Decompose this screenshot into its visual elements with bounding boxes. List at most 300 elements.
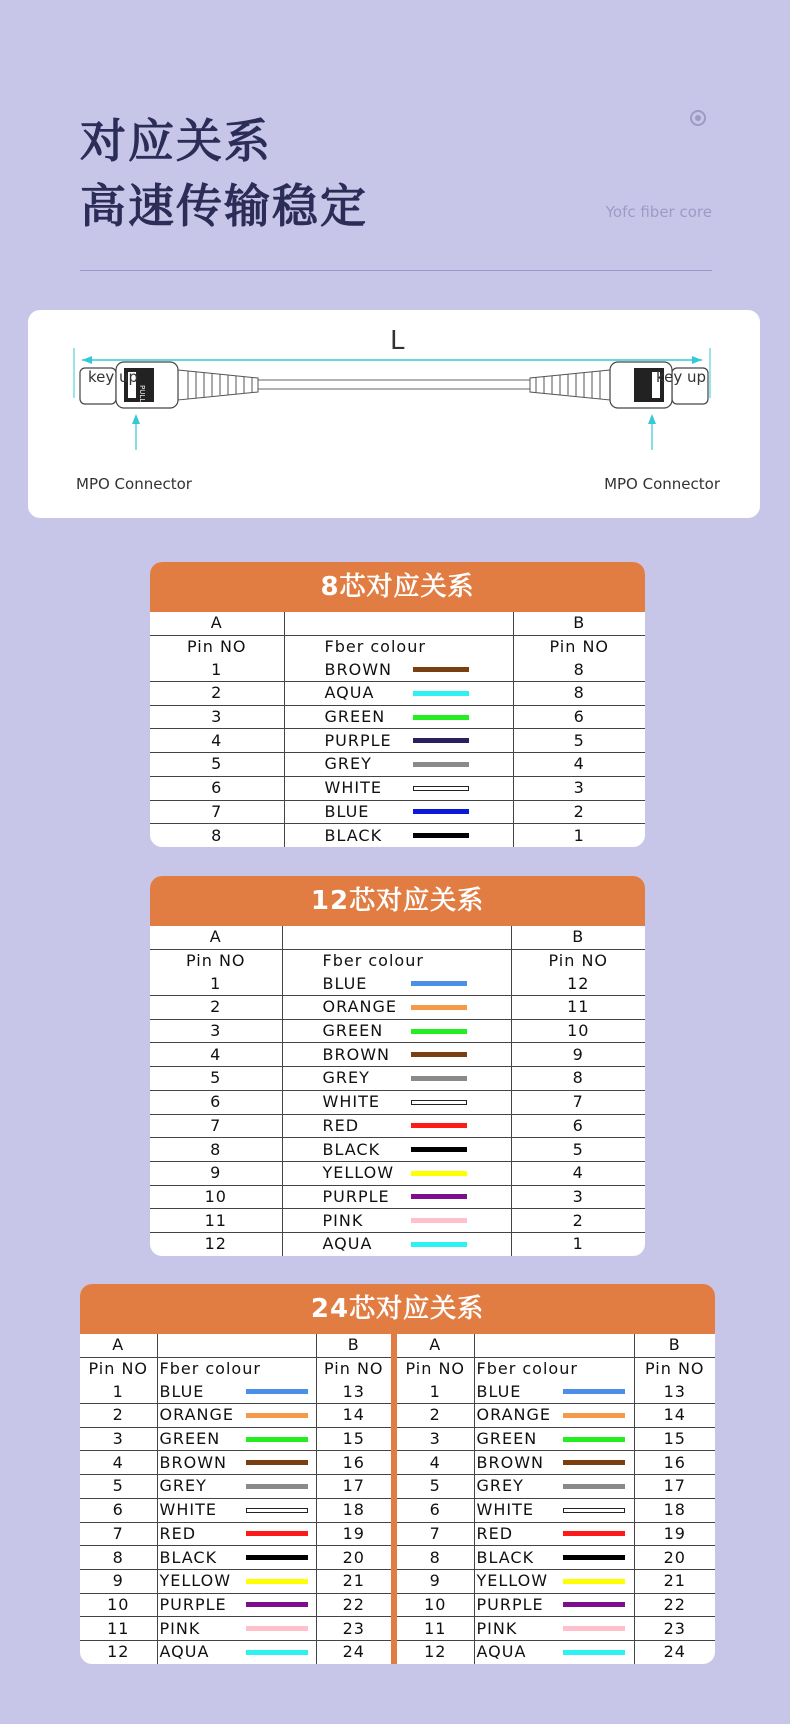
right-pin-b-cell: 14 bbox=[634, 1404, 715, 1428]
colour-swatch-icon bbox=[563, 1389, 625, 1394]
pin-b-cell: 2 bbox=[513, 800, 645, 824]
colour-swatch-icon bbox=[413, 786, 469, 791]
table-24-title: 24芯对应关系 bbox=[80, 1284, 715, 1334]
colour-swatch-icon bbox=[563, 1555, 625, 1560]
right-pin-b-cell: 16 bbox=[634, 1451, 715, 1475]
pin-a-cell: 2 bbox=[150, 682, 284, 706]
right-pin-a-cell: 12 bbox=[394, 1640, 474, 1663]
table-row bbox=[150, 1067, 645, 1091]
pin-no-header: Pin NO bbox=[511, 949, 645, 972]
table-row bbox=[80, 1427, 715, 1451]
pin-a-cell: 7 bbox=[150, 1114, 282, 1138]
left-pin-a-cell: 5 bbox=[80, 1475, 157, 1499]
colour-swatch-icon bbox=[563, 1437, 625, 1442]
right-connector-label: MPO Connector bbox=[604, 475, 720, 493]
fiber-colour-cell bbox=[474, 1451, 634, 1475]
pin-a-cell: 11 bbox=[150, 1209, 282, 1233]
fiber-colour-cell bbox=[284, 753, 513, 777]
fiber-colour-cell bbox=[282, 972, 511, 995]
table-8-core bbox=[150, 562, 645, 847]
right-pin-b-cell: 24 bbox=[634, 1640, 715, 1663]
right-pin-a-cell: 10 bbox=[394, 1593, 474, 1617]
fiber-colour-cell bbox=[282, 1161, 511, 1185]
fiber-colour-name: BLACK bbox=[324, 825, 383, 845]
left-pin-no-header: Pin NO bbox=[80, 1357, 157, 1380]
brand-label: Yofc fiber core bbox=[605, 203, 712, 221]
right-pin-b-cell: 22 bbox=[634, 1593, 715, 1617]
pin-b-cell: 2 bbox=[511, 1209, 645, 1233]
colour-swatch-icon bbox=[246, 1460, 308, 1465]
colour-swatch-icon bbox=[246, 1626, 308, 1631]
fiber-colour-cell bbox=[284, 658, 513, 681]
right-pin-a-cell: 4 bbox=[394, 1451, 474, 1475]
fiber-colour-name: ORANGE bbox=[476, 1405, 551, 1425]
colour-swatch-icon bbox=[411, 1005, 467, 1010]
left-pin-a-cell: 11 bbox=[80, 1617, 157, 1641]
left-pin-a-cell: 6 bbox=[80, 1498, 157, 1522]
fiber-colour-name: RED bbox=[476, 1523, 514, 1543]
table-row bbox=[80, 1617, 715, 1641]
pin-no-header: Pin NO bbox=[150, 949, 282, 972]
fiber-colour-cell bbox=[474, 1427, 634, 1451]
colour-swatch-icon bbox=[246, 1555, 308, 1560]
table-8-body bbox=[150, 658, 645, 847]
right-pin-a-cell: 7 bbox=[394, 1522, 474, 1546]
right-header-spacer bbox=[474, 1334, 634, 1357]
left-pin-a-cell: 4 bbox=[80, 1451, 157, 1475]
fiber-colour-name: GREY bbox=[322, 1068, 370, 1088]
colour-swatch-icon bbox=[411, 1194, 467, 1199]
pin-b-cell: 4 bbox=[511, 1161, 645, 1185]
right-pin-b-cell: 13 bbox=[634, 1380, 715, 1403]
fiber-colour-name: BLACK bbox=[476, 1547, 535, 1567]
colour-swatch-icon bbox=[246, 1413, 308, 1418]
left-key-up-label: key up bbox=[88, 368, 139, 386]
table-row bbox=[80, 1640, 715, 1663]
right-pin-b-cell: 17 bbox=[634, 1475, 715, 1499]
table-8-grid bbox=[150, 612, 645, 847]
fiber-colour-name: PINK bbox=[159, 1618, 201, 1638]
right-pin-no-header: Pin NO bbox=[634, 1357, 715, 1380]
pin-a-cell: 7 bbox=[150, 800, 284, 824]
left-pin-no-header: Pin NO bbox=[316, 1357, 394, 1380]
colour-swatch-icon bbox=[246, 1508, 308, 1513]
table-row bbox=[150, 1232, 645, 1255]
colour-swatch-icon bbox=[411, 1076, 467, 1081]
table-row bbox=[80, 1498, 715, 1522]
right-pin-a-cell: 9 bbox=[394, 1569, 474, 1593]
fiber-colour-cell bbox=[157, 1522, 316, 1546]
right-pin-b-cell: 20 bbox=[634, 1546, 715, 1570]
fiber-colour-name: PINK bbox=[322, 1210, 364, 1230]
table-24-body bbox=[80, 1380, 715, 1663]
fiber-colour-cell bbox=[282, 1209, 511, 1233]
pin-a-cell: 4 bbox=[150, 729, 284, 753]
pin-b-cell: 8 bbox=[511, 1067, 645, 1091]
colour-swatch-icon bbox=[413, 715, 469, 720]
col-a-header: A bbox=[150, 612, 284, 635]
table-row bbox=[150, 972, 645, 995]
colour-swatch-icon bbox=[563, 1602, 625, 1607]
pin-b-cell: 3 bbox=[511, 1185, 645, 1209]
fiber-colour-name: BROWN bbox=[322, 1044, 390, 1064]
pin-a-cell: 3 bbox=[150, 705, 284, 729]
left-pin-b-cell: 15 bbox=[316, 1427, 394, 1451]
pin-a-cell: 1 bbox=[150, 658, 284, 681]
table-row bbox=[150, 824, 645, 847]
fiber-colour-header: Fber colour bbox=[284, 635, 513, 658]
left-pin-b-cell: 13 bbox=[316, 1380, 394, 1403]
table-row bbox=[150, 658, 645, 681]
fiber-colour-cell bbox=[284, 705, 513, 729]
left-pin-a-cell: 3 bbox=[80, 1427, 157, 1451]
fiber-colour-name: RED bbox=[159, 1523, 197, 1543]
pin-b-cell: 11 bbox=[511, 996, 645, 1020]
fiber-colour-name: BLUE bbox=[322, 973, 368, 993]
left-header-spacer bbox=[157, 1334, 316, 1357]
fiber-colour-cell bbox=[284, 776, 513, 800]
table-row bbox=[80, 1546, 715, 1570]
fiber-colour-cell bbox=[284, 824, 513, 847]
fiber-colour-header: Fber colour bbox=[282, 949, 511, 972]
col-a-header: A bbox=[150, 926, 282, 949]
right-pin-a-cell: 8 bbox=[394, 1546, 474, 1570]
left-pin-a-cell: 9 bbox=[80, 1569, 157, 1593]
colour-swatch-icon bbox=[563, 1508, 625, 1513]
fiber-colour-cell bbox=[157, 1546, 316, 1570]
right-pin-a-cell: 11 bbox=[394, 1617, 474, 1641]
pin-b-cell: 5 bbox=[513, 729, 645, 753]
fiber-colour-cell bbox=[157, 1451, 316, 1475]
fiber-colour-cell bbox=[157, 1593, 316, 1617]
fiber-colour-cell bbox=[474, 1498, 634, 1522]
table-row bbox=[150, 682, 645, 706]
table-row bbox=[150, 800, 645, 824]
fiber-colour-cell bbox=[157, 1569, 316, 1593]
colour-swatch-icon bbox=[563, 1531, 625, 1536]
fiber-colour-name: YELLOW bbox=[476, 1571, 549, 1591]
fiber-colour-cell bbox=[282, 996, 511, 1020]
pin-b-cell: 4 bbox=[513, 753, 645, 777]
fiber-colour-cell bbox=[282, 1114, 511, 1138]
fiber-colour-cell bbox=[282, 1019, 511, 1043]
fiber-colour-cell bbox=[284, 800, 513, 824]
fiber-colour-name: PINK bbox=[476, 1618, 518, 1638]
colour-swatch-icon bbox=[411, 1052, 467, 1057]
right-pin-b-cell: 15 bbox=[634, 1427, 715, 1451]
table-24-grid bbox=[80, 1334, 715, 1664]
colour-swatch-icon bbox=[413, 738, 469, 743]
colour-swatch-icon bbox=[411, 1029, 467, 1034]
right-pin-b-cell: 21 bbox=[634, 1569, 715, 1593]
left-pin-b-cell: 23 bbox=[316, 1617, 394, 1641]
pin-a-cell: 10 bbox=[150, 1185, 282, 1209]
col-b-header: B bbox=[513, 612, 645, 635]
colour-swatch-icon bbox=[246, 1531, 308, 1536]
pin-no-header: Pin NO bbox=[513, 635, 645, 658]
table-row bbox=[150, 776, 645, 800]
pin-b-cell: 8 bbox=[513, 658, 645, 681]
left-pin-a-cell: 12 bbox=[80, 1640, 157, 1663]
fiber-colour-name: PURPLE bbox=[324, 730, 392, 750]
fiber-colour-name: AQUA bbox=[322, 1234, 373, 1254]
pin-a-cell: 9 bbox=[150, 1161, 282, 1185]
colour-swatch-icon bbox=[563, 1460, 625, 1465]
fiber-colour-cell bbox=[474, 1546, 634, 1570]
fiber-colour-name: PURPLE bbox=[322, 1186, 390, 1206]
table-row bbox=[80, 1380, 715, 1403]
colour-swatch-icon bbox=[563, 1626, 625, 1631]
pin-a-cell: 5 bbox=[150, 753, 284, 777]
pin-a-cell: 2 bbox=[150, 996, 282, 1020]
table-row bbox=[150, 996, 645, 1020]
fiber-colour-cell bbox=[474, 1380, 634, 1403]
fiber-colour-cell bbox=[157, 1404, 316, 1428]
fiber-colour-cell bbox=[157, 1475, 316, 1499]
header-spacer bbox=[282, 926, 511, 949]
fiber-colour-name: YELLOW bbox=[159, 1571, 232, 1591]
table-12-core bbox=[150, 876, 645, 1256]
table-row bbox=[150, 1090, 645, 1114]
fiber-colour-cell bbox=[474, 1475, 634, 1499]
left-pin-b-cell: 19 bbox=[316, 1522, 394, 1546]
colour-swatch-icon bbox=[563, 1579, 625, 1584]
pin-a-cell: 5 bbox=[150, 1067, 282, 1091]
pin-b-cell: 12 bbox=[511, 972, 645, 995]
fiber-colour-name: GREY bbox=[324, 754, 372, 774]
colour-swatch-icon bbox=[411, 1123, 467, 1128]
right-pin-a-cell: 5 bbox=[394, 1475, 474, 1499]
right-col-b-header: B bbox=[634, 1334, 715, 1357]
col-b-header: B bbox=[511, 926, 645, 949]
table-row bbox=[150, 1019, 645, 1043]
fiber-colour-cell bbox=[157, 1640, 316, 1663]
table-row bbox=[150, 1161, 645, 1185]
fiber-colour-name: BROWN bbox=[324, 659, 392, 679]
fiber-colour-name: WHITE bbox=[476, 1500, 534, 1520]
fiber-colour-cell bbox=[284, 682, 513, 706]
fiber-colour-name: BLACK bbox=[159, 1547, 218, 1567]
colour-swatch-icon bbox=[563, 1650, 625, 1655]
table-row bbox=[150, 1138, 645, 1162]
table-row bbox=[80, 1593, 715, 1617]
colour-swatch-icon bbox=[413, 667, 469, 672]
colour-swatch-icon bbox=[246, 1437, 308, 1442]
table-12-title: 12芯对应关系 bbox=[150, 876, 645, 926]
pin-a-cell: 12 bbox=[150, 1232, 282, 1255]
pin-b-cell: 6 bbox=[511, 1114, 645, 1138]
fiber-colour-name: PURPLE bbox=[476, 1594, 544, 1614]
pin-b-cell: 7 bbox=[511, 1090, 645, 1114]
fiber-colour-cell bbox=[474, 1640, 634, 1663]
colour-swatch-icon bbox=[246, 1579, 308, 1584]
colour-swatch-icon bbox=[246, 1650, 308, 1655]
table-row bbox=[80, 1451, 715, 1475]
fiber-colour-name: AQUA bbox=[476, 1642, 527, 1662]
colour-swatch-icon bbox=[563, 1413, 625, 1418]
pin-a-cell: 1 bbox=[150, 972, 282, 995]
fiber-colour-name: ORANGE bbox=[159, 1405, 234, 1425]
table-row bbox=[150, 753, 645, 777]
fiber-colour-cell bbox=[157, 1427, 316, 1451]
colour-swatch-icon bbox=[563, 1484, 625, 1489]
pin-a-cell: 8 bbox=[150, 824, 284, 847]
cable-diagram-card bbox=[28, 310, 760, 518]
colour-swatch-icon bbox=[411, 981, 467, 986]
pin-b-cell: 9 bbox=[511, 1043, 645, 1067]
pin-b-cell: 6 bbox=[513, 705, 645, 729]
header-spacer bbox=[284, 612, 513, 635]
fiber-colour-name: BLUE bbox=[324, 801, 370, 821]
fiber-colour-name: BLUE bbox=[159, 1381, 205, 1401]
table-row bbox=[150, 729, 645, 753]
left-pin-b-cell: 24 bbox=[316, 1640, 394, 1663]
pin-b-cell: 1 bbox=[511, 1232, 645, 1255]
colour-swatch-icon bbox=[246, 1389, 308, 1394]
left-pin-b-cell: 14 bbox=[316, 1404, 394, 1428]
fiber-colour-cell bbox=[282, 1232, 511, 1255]
right-key-up-label: key up bbox=[655, 368, 706, 386]
fiber-colour-cell bbox=[157, 1498, 316, 1522]
fiber-colour-cell bbox=[474, 1404, 634, 1428]
right-pin-a-cell: 1 bbox=[394, 1380, 474, 1403]
right-col-a-header: A bbox=[394, 1334, 474, 1357]
pin-a-cell: 6 bbox=[150, 776, 284, 800]
pin-b-cell: 5 bbox=[511, 1138, 645, 1162]
fiber-colour-name: RED bbox=[322, 1115, 360, 1135]
right-pin-b-cell: 23 bbox=[634, 1617, 715, 1641]
table-12-body bbox=[150, 972, 645, 1255]
left-pin-a-cell: 8 bbox=[80, 1546, 157, 1570]
fiber-colour-name: YELLOW bbox=[322, 1163, 395, 1183]
fiber-colour-name: GREEN bbox=[322, 1021, 384, 1041]
fiber-colour-name: ORANGE bbox=[322, 997, 397, 1017]
pin-a-cell: 8 bbox=[150, 1138, 282, 1162]
left-pin-a-cell: 1 bbox=[80, 1380, 157, 1403]
fiber-colour-name: BROWN bbox=[159, 1452, 227, 1472]
left-pin-b-cell: 20 bbox=[316, 1546, 394, 1570]
fiber-colour-cell bbox=[474, 1522, 634, 1546]
right-pin-a-cell: 3 bbox=[394, 1427, 474, 1451]
fiber-colour-name: BLACK bbox=[322, 1139, 381, 1159]
colour-swatch-icon bbox=[413, 762, 469, 767]
fiber-colour-name: WHITE bbox=[322, 1092, 380, 1112]
fiber-colour-name: GREY bbox=[159, 1476, 207, 1496]
fiber-colour-name: WHITE bbox=[159, 1500, 217, 1520]
pin-b-cell: 8 bbox=[513, 682, 645, 706]
pin-no-header: Pin NO bbox=[150, 635, 284, 658]
left-connector-label: MPO Connector bbox=[76, 475, 192, 493]
table-row bbox=[80, 1475, 715, 1499]
fiber-colour-name: BLUE bbox=[476, 1381, 522, 1401]
pin-a-cell: 3 bbox=[150, 1019, 282, 1043]
left-pin-a-cell: 2 bbox=[80, 1404, 157, 1428]
table-row bbox=[150, 1043, 645, 1067]
fiber-colour-cell bbox=[474, 1569, 634, 1593]
table-row bbox=[80, 1404, 715, 1428]
fiber-colour-cell bbox=[157, 1617, 316, 1641]
fiber-colour-name: GREEN bbox=[324, 707, 386, 727]
fiber-colour-name: GREY bbox=[476, 1476, 524, 1496]
table-24-core bbox=[80, 1284, 715, 1664]
fiber-colour-name: WHITE bbox=[324, 778, 382, 798]
right-pin-no-header: Pin NO bbox=[394, 1357, 474, 1380]
fiber-colour-name: GREEN bbox=[159, 1429, 221, 1449]
table-12-grid bbox=[150, 926, 645, 1256]
left-pin-b-cell: 22 bbox=[316, 1593, 394, 1617]
table-row bbox=[150, 705, 645, 729]
left-pin-b-cell: 21 bbox=[316, 1569, 394, 1593]
left-pin-a-cell: 10 bbox=[80, 1593, 157, 1617]
fiber-colour-name: PURPLE bbox=[159, 1594, 227, 1614]
colour-swatch-icon bbox=[413, 691, 469, 696]
right-pin-a-cell: 6 bbox=[394, 1498, 474, 1522]
fiber-colour-cell bbox=[474, 1617, 634, 1641]
fiber-colour-cell bbox=[282, 1138, 511, 1162]
left-pin-b-cell: 16 bbox=[316, 1451, 394, 1475]
colour-swatch-icon bbox=[411, 1242, 467, 1247]
right-pin-b-cell: 18 bbox=[634, 1498, 715, 1522]
colour-swatch-icon bbox=[413, 833, 469, 838]
fiber-colour-cell bbox=[282, 1067, 511, 1091]
pin-b-cell: 10 bbox=[511, 1019, 645, 1043]
left-pin-a-cell: 7 bbox=[80, 1522, 157, 1546]
colour-swatch-icon bbox=[411, 1100, 467, 1105]
target-circle-icon bbox=[690, 110, 706, 126]
fiber-colour-cell bbox=[282, 1090, 511, 1114]
colour-swatch-icon bbox=[246, 1484, 308, 1489]
colour-swatch-icon bbox=[411, 1147, 467, 1152]
fiber-colour-name: AQUA bbox=[324, 683, 375, 703]
left-pin-b-cell: 17 bbox=[316, 1475, 394, 1499]
pin-a-cell: 4 bbox=[150, 1043, 282, 1067]
left-col-a-header: A bbox=[80, 1334, 157, 1357]
left-fiber-colour-header: Fber colour bbox=[157, 1357, 316, 1380]
colour-swatch-icon bbox=[413, 809, 469, 814]
svg-text:PULL: PULL bbox=[138, 385, 146, 403]
fiber-colour-cell bbox=[282, 1043, 511, 1067]
colour-swatch-icon bbox=[411, 1218, 467, 1223]
fiber-colour-cell bbox=[284, 729, 513, 753]
right-pin-a-cell: 2 bbox=[394, 1404, 474, 1428]
table-row bbox=[80, 1569, 715, 1593]
right-fiber-colour-header: Fber colour bbox=[474, 1357, 634, 1380]
page-title-line1: 对应关系 bbox=[80, 114, 272, 168]
table-row bbox=[80, 1522, 715, 1546]
fiber-colour-cell bbox=[474, 1593, 634, 1617]
left-pin-b-cell: 18 bbox=[316, 1498, 394, 1522]
colour-swatch-icon bbox=[246, 1602, 308, 1607]
table-row bbox=[150, 1209, 645, 1233]
header-divider bbox=[80, 270, 712, 271]
right-pin-b-cell: 19 bbox=[634, 1522, 715, 1546]
pin-a-cell: 6 bbox=[150, 1090, 282, 1114]
fiber-colour-cell bbox=[282, 1185, 511, 1209]
pin-b-cell: 1 bbox=[513, 824, 645, 847]
table-row bbox=[150, 1185, 645, 1209]
left-col-b-header: B bbox=[316, 1334, 394, 1357]
table-8-title: 8芯对应关系 bbox=[150, 562, 645, 612]
fiber-colour-name: AQUA bbox=[159, 1642, 210, 1662]
fiber-colour-name: BROWN bbox=[476, 1452, 544, 1472]
length-label: L bbox=[390, 326, 405, 356]
pin-b-cell: 3 bbox=[513, 776, 645, 800]
page-title-line2: 高速传输稳定 bbox=[80, 179, 368, 233]
colour-swatch-icon bbox=[411, 1171, 467, 1176]
table-row bbox=[150, 1114, 645, 1138]
fiber-colour-name: GREEN bbox=[476, 1429, 538, 1449]
fiber-colour-cell bbox=[157, 1380, 316, 1403]
